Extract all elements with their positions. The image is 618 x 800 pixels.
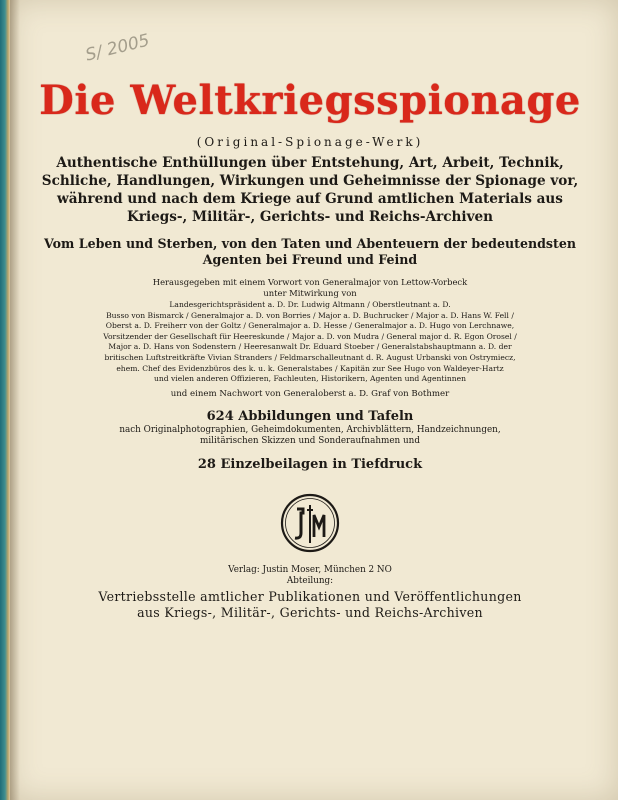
- contributor-line: und vielen anderen Offizieren, Fachleuten, Historikern, Agenten und Agentinnen: [153, 374, 467, 384]
- contributor-line: Vorsitzender der Gesellschaft für Heereskunde / Major a. D. von Mudra / General major d. R. Egon Orosel /: [103, 331, 517, 341]
- distribution-line: Vertriebsstelle amtlicher Publikationen und Veröffentlichungen: [98, 588, 522, 604]
- contributor-line: Busso von Bismarck / Generalmajor a. D. von Borries / Major a. D. Buchrucker / Major a. D. Hans W. Fell /: [106, 310, 514, 320]
- editor-credit: [30, 277, 590, 299]
- supplements-count: 28 Einzelbeilagen in Tiefdruck: [197, 456, 423, 472]
- pencil-annotation: S/ 2005: [83, 30, 152, 66]
- publisher-line: Verlag: Justin Moser, München 2 NO: [228, 564, 392, 575]
- book-spine-edge: [0, 0, 10, 800]
- collaboration-line: unter Mitwirkung von: [263, 288, 357, 298]
- contributor-line: Oberst a. D. Freiherr von der Goltz / Generalmajor a. D. Hesse / Generalmajor a. D. Hugo von Lerchnawe,: [105, 321, 515, 331]
- contributor-line: Landesgerichtspräsident a. D. Dr. Ludwig Altmann / Oberstleutnant a. D.: [169, 300, 451, 309]
- afterword-credit: und einem Nachwort von Generaloberst a. D. Graf von Bothmer: [170, 388, 450, 399]
- contributors-list: [30, 300, 590, 385]
- gutter-shadow: [10, 0, 20, 800]
- illustrations-sources: [30, 425, 590, 448]
- editor-line: Herausgegeben mit einem Vorwort von Generalmajor von Lettow-Vorbeck: [152, 277, 468, 287]
- book-tagline: Vom Leben und Sterben, von den Taten und Abenteuern der bedeutendsten Agenten bei Freund und Feind: [44, 236, 576, 267]
- illustrations-count: 624 Abbildungen und Tafeln: [206, 408, 414, 424]
- book-subtitle: (Original-Spionage-Werk): [196, 135, 424, 149]
- contributor-line: ehem. Chef des Evidenzbüros des k. u. k. Generalstabes / Kapitän zur See Hugo von Waldeyer-Hartz: [116, 363, 504, 373]
- distribution-office: [30, 589, 590, 621]
- department-label: Abteilung:: [286, 575, 334, 586]
- contributor-line: Major a. D. Hans von Sodenstern / Heeresanwalt Dr. Eduard Stoeber / Generalstabshauptmann a. D. der: [108, 342, 512, 352]
- publisher-monogram-icon: [280, 493, 340, 553]
- illustrations-sources-line: militärischen Skizzen und Sonderaufnahmen und: [200, 436, 420, 447]
- illustrations-sources-line: nach Originalphotographien, Geheimdokumenten, Archivblättern, Handzeichnungen,: [119, 424, 501, 435]
- book-description: Authentische Enthüllungen über Entstehung, Art, Arbeit, Technik, Schliche, Handlungen, Wirkungen und Geheimnisse der Spionage vor, während und nach dem Kriege auf Grund amtlichen Materials aus Kriegs-, Militär-, Gerichts- und Reichs-Archiven: [41, 155, 579, 225]
- contributor-line: britischen Luftstreitkräfte Vivian Stranders / Feldmarschalleutnant d. R. August Urbanski von Ostrymiecz,: [104, 352, 516, 362]
- distribution-line: aus Kriegs-, Militär-, Gerichts- und Reichs-Archiven: [137, 604, 483, 620]
- title-page-content: [30, 78, 590, 621]
- book-title: Die Weltkriegsspionage: [39, 77, 581, 124]
